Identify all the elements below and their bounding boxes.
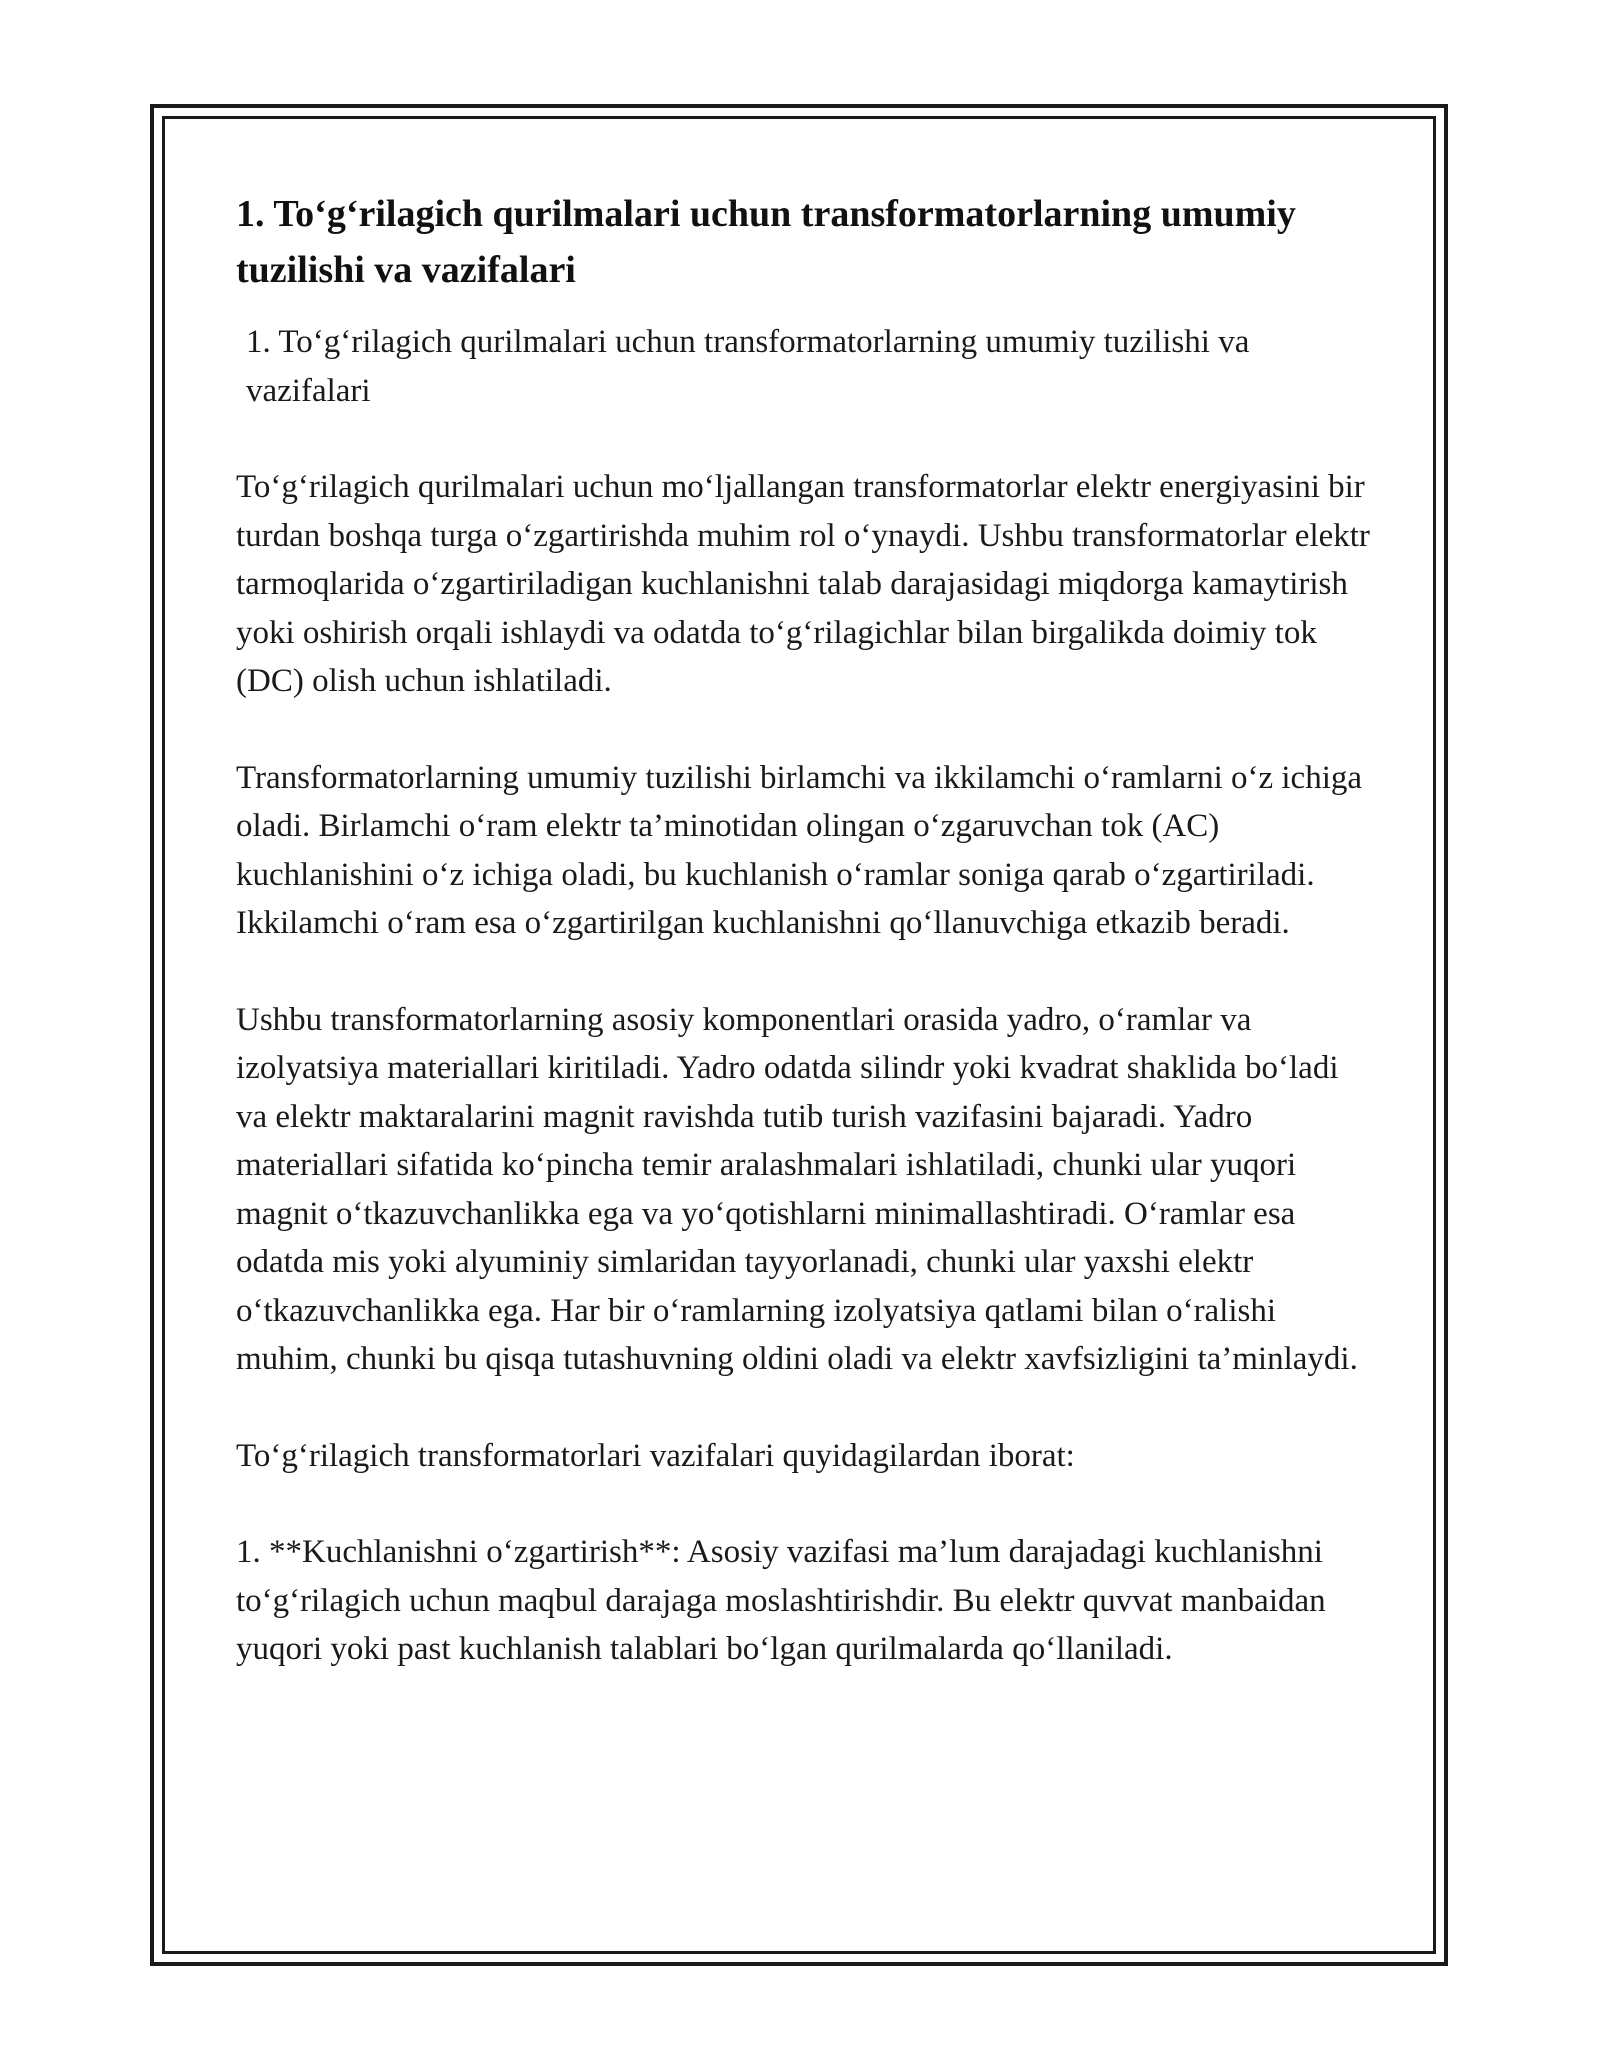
structure-paragraph: Transformatorlarning umumiy tuzilishi birlamchi va ikkilamchi o‘ramlarni o‘z ichiga oladi. Birlamchi o‘ram elektr ta’minotidan olingan o‘zgaruvchan tok (AC) kuchlanishini o‘z ichiga oladi, bu kuchlanish o‘ramlar soniga qarab o‘zgartiriladi. Ikkilamchi o‘ram esa o‘zgartirilgan kuchlanishni qo‘llanuvchiga etkazib beradi. — [236, 759, 1363, 941]
components-paragraph: Ushbu transformatorlarning asosiy komponentlari orasida yadro, o‘ramlar va izolyatsiya materiallari kiritiladi. Yadro odatda silindr yoki kvadrat shaklida bo‘ladi va elektr maktaralarini magnit ravishda tutib turish vazifasini bajaradi. Yadro materiallari sifatida ko‘pincha temir aralashmalari ishlatiladi, chunki ular yuqori magnit o‘tkazuvchanlikka ega va yo‘qotishlarni minimallashtiradi. O‘ramlar esa odatda mis yoki alyuminiy simlaridan tayyorlanadi, chunki ular yaxshi elektr o‘tkazuvchanlikka ega. Har bir o‘ramlarning izolyatsiya qatlami bilan o‘ralishi muhim, chunki bu qisqa tutashuvning oldini oladi va elektr xavfsizligini ta’minlaydi. — [236, 1001, 1358, 1377]
intro-paragraph: To‘g‘rilagich qurilmalari uchun mo‘ljallangan transformatorlar elektr energiyasini bir turdan boshqa turga o‘zgartirishda muhim rol o‘ynaydi. Ushbu transformatorlar elektr tarmoqlarida o‘zgartiriladigan kuchlanishni talab darajasidagi miqdorga kamaytirish yoki oshirish orqali ishlaydi va odatda to‘g‘rilagichlar bilan birgalikda doimiy tok (DC) olish uchun ishlatiladi. — [236, 469, 1370, 699]
section-heading-paragraph: 1. To‘g‘rilagich qurilmalari uchun transformatorlarning umumiy tuzilishi va vazifalari — [246, 324, 1250, 409]
document-title: 1. To‘g‘rilagich qurilmalari uchun transformatorlarning umumiy tuzilishi va vazifalari — [236, 193, 1296, 291]
function-item-1: 1. **Kuchlanishni o‘zgartirish**: Asosiy vazifasi ma’lum darajadagi kuchlanishni to‘g‘rilagich uchun maqbul darajaga moslashtirishdir. Bu elektr quvvat manbaidan yuqori yoki past kuchlanish talablari bo‘lgan qurilmalarda qo‘llaniladi. — [236, 1534, 1326, 1667]
functions-intro-paragraph: To‘g‘rilagich transformatorlari vazifalari quyidagilardan iborat: — [236, 1437, 1075, 1474]
document-body — [236, 186, 1376, 1674]
